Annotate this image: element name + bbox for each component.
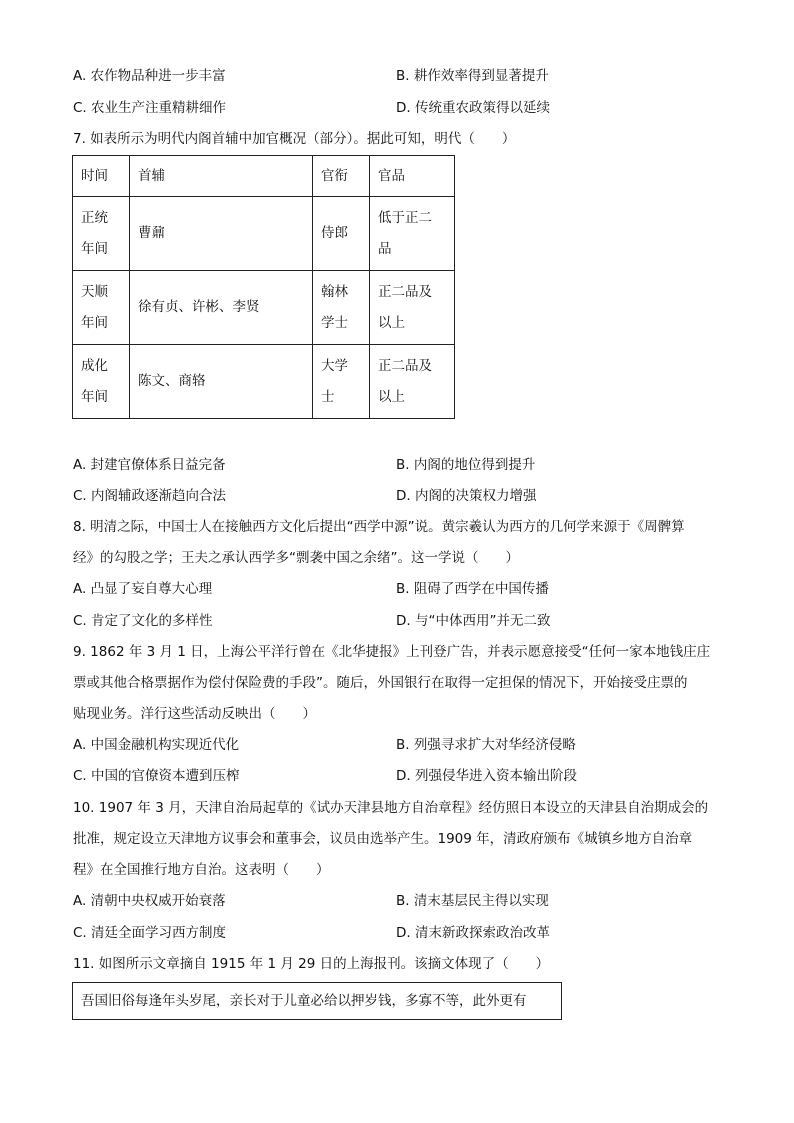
- q9-stem-line2: 票或其他合格票据作为偿付保险费的手段”。随后，外国银行在取得一定担保的情况下，开始接受庄票的: [73, 675, 688, 691]
- cell-line: 天顺: [81, 283, 108, 300]
- cell-line: 翰林: [321, 283, 348, 300]
- q10-option-c: C. 清廷全面学习西方制度: [73, 925, 227, 941]
- q8-option-a: A. 凸显了妄自尊大心理: [73, 581, 213, 597]
- q11-excerpt-box: 吾国旧俗每逢年头岁尾，亲长对于儿童必给以押岁钱，多寡不等，此外更有: [72, 982, 562, 1020]
- q7-table: [72, 155, 455, 419]
- q7-option-b: B. 内阁的地位得到提升: [396, 457, 536, 473]
- q9-option-b: B. 列强寻求扩大对华经济侵略: [396, 737, 576, 753]
- q7-stem: 7. 如表所示为明代内阁首辅中加官概况（部分）。据此可知，明代（ ）: [73, 131, 516, 147]
- table-header-cell: 首辅: [130, 156, 313, 197]
- q9-option-c: C. 中国的官僚资本遭到压榨: [73, 768, 240, 784]
- table-cell-shoufu: 曹鼐: [130, 197, 313, 271]
- cell-line: 成化: [81, 357, 108, 374]
- table-row: [73, 197, 455, 271]
- q9-stem-line3: 贴现业务。洋行这些活动反映出（ ）: [73, 706, 316, 722]
- table-row: [73, 271, 455, 345]
- q10-option-d: D. 清末新政探索政治改革: [396, 925, 550, 941]
- cell-line: 以上: [378, 388, 405, 405]
- q10-stem-line2: 批准，规定设立天津地方议事会和董事会，议员由选举产生。1909 年，清政府颁布《城镇乡地方自治章: [73, 831, 693, 847]
- cell-line: 正二品及: [378, 357, 432, 374]
- q10-stem-line1: 10. 1907 年 3 月，天津自治局起草的《试办天津县地方自治章程》经仿照日本设立的天津县自治期成会的: [73, 800, 709, 816]
- q6-option-c: C. 农业生产注重精耕细作: [73, 100, 227, 116]
- cell-line: 正统: [81, 209, 108, 226]
- table-cell-title: [313, 345, 370, 419]
- cell-line: 正二品及: [378, 283, 432, 300]
- q9-stem-line1: 9. 1862 年 3 月 1 日，上海公平洋行曾在《北华捷报》上刊登广告，并表示愿意接受“任何一家本地钱庄庄: [73, 644, 711, 660]
- q10-stem-line3: 程》在全国推行地方自治。这表明（ ）: [73, 862, 330, 878]
- q6-option-d: D. 传统重农政策得以延续: [396, 100, 550, 116]
- q6-option-a: A. 农作物品种进一步丰富: [73, 68, 226, 84]
- q8-option-d: D. 与“中体西用”并无二致: [396, 613, 551, 629]
- cell-line: 学士: [321, 314, 348, 331]
- q7-option-d: D. 内阁的决策权力增强: [396, 488, 537, 504]
- table-cell-title: [313, 197, 370, 271]
- table-header-cell: 时间: [73, 156, 130, 197]
- cell-line: 士: [321, 388, 335, 405]
- q9-option-a: A. 中国金融机构实现近代化: [73, 737, 240, 753]
- table-header-row: [73, 156, 455, 197]
- table-cell-rank: [370, 271, 455, 345]
- table-cell-time: [73, 197, 130, 271]
- table-cell-shoufu: 陈文、商辂: [130, 345, 313, 419]
- q11-stem: 11. 如图所示文章摘自 1915 年 1 月 29 日的上海报刊。该摘文体现了（ ）: [73, 956, 550, 972]
- table-cell-time: [73, 271, 130, 345]
- q7-option-a: A. 封建官僚体系日益完备: [73, 457, 226, 473]
- cell-line: 大学: [321, 357, 348, 374]
- q8-option-b: B. 阻碍了西学在中国传播: [396, 581, 549, 597]
- table-cell-title: [313, 271, 370, 345]
- table-cell-rank: [370, 345, 455, 419]
- cell-line: 年间: [81, 240, 108, 257]
- q9-option-d: D. 列强侵华进入资本输出阶段: [396, 768, 577, 784]
- q10-option-b: B. 清末基层民主得以实现: [396, 893, 549, 909]
- q8-stem-line2: 经》的勾股之学；王夫之承认西学多“剽袭中国之余绪”。这一学说（ ）: [73, 550, 519, 566]
- q6-option-b: B. 耕作效率得到显著提升: [396, 68, 549, 84]
- table-cell-time: [73, 345, 130, 419]
- cell-line: 以上: [378, 314, 405, 331]
- table-row: [73, 345, 455, 419]
- q10-option-a: A. 清朝中央权威开始衰落: [73, 893, 226, 909]
- table-header-cell: 官品: [370, 156, 455, 197]
- cell-line: 年间: [81, 388, 108, 405]
- q8-option-c: C. 肯定了文化的多样性: [73, 613, 213, 629]
- q7-option-c: C. 内阁辅政逐渐趋向合法: [73, 488, 227, 504]
- table-header-cell: 官衔: [313, 156, 370, 197]
- cell-line: 年间: [81, 314, 108, 331]
- cell-line: 品: [378, 240, 392, 257]
- table-cell-rank: [370, 197, 455, 271]
- table-cell-shoufu: 徐有贞、许彬、李贤: [130, 271, 313, 345]
- cell-line: 侍郎: [321, 225, 348, 241]
- cell-line: 低于正二: [378, 209, 432, 226]
- q8-stem-line1: 8. 明清之际，中国士人在接触西方文化后提出“西学中源”说。黄宗羲认为西方的几何学来源于《周髀算: [73, 519, 685, 535]
